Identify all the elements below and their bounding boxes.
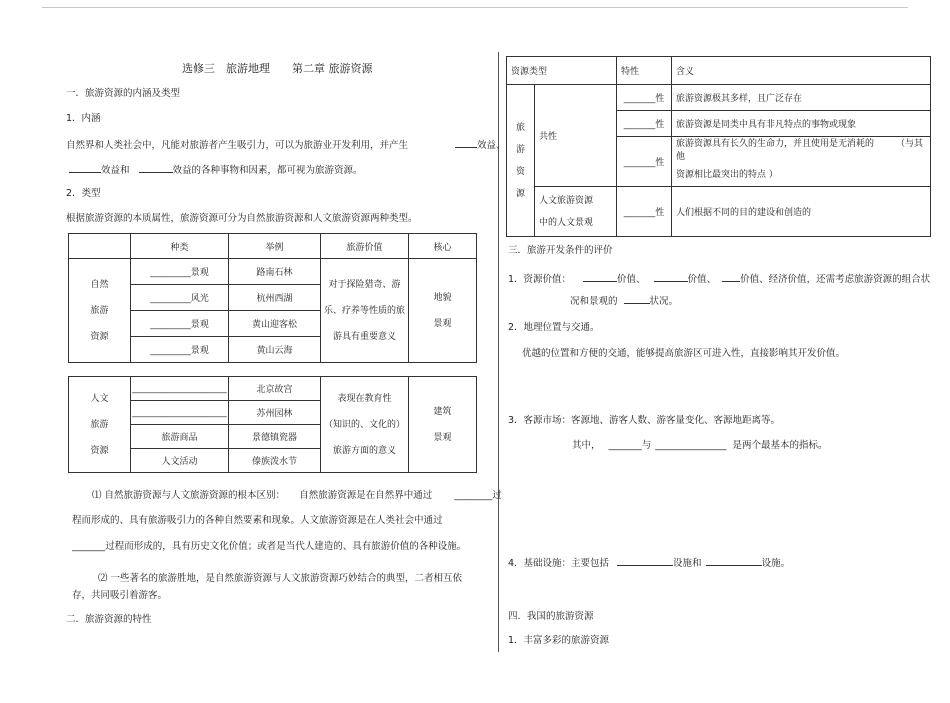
infrastructure-line: 4．基础设施：主要包括 设施和 设施。 [508,558,791,569]
blank-value-2[interactable] [654,272,688,282]
blank-benefit-3[interactable] [139,163,173,173]
table2-value-cell: 表现在教育性 （知识的、文化的） 旅游方面的意义 [321,377,409,473]
section-heading-4: 四．我国的旅游资源 [508,611,594,622]
table1-kind-cell[interactable]: _________景观 [131,311,229,337]
table1-value-cell: 对于探险猎奇、游 乐、疗养等性质的旅 游具有重要意义 [321,259,409,363]
cultural-resource-table [68,376,477,473]
note-2-line-1: ⑵ 一些著名的旅游胜地，是自然旅游资源与人文旅游资源巧妙结合的典型，二者相互依 [98,573,463,584]
table3-meaning-cell: 旅游资源是同类中具有非凡特点的事物或现象 [672,111,931,137]
section-heading-2: 二．旅游资源的特性 [66,614,152,625]
blank-value-1[interactable] [583,272,617,282]
blank-market-2[interactable]: _______________ [655,440,727,451]
table3-header-trait: 特性 [617,57,672,85]
table2-kind-cell: 人文活动 [131,449,229,473]
table2-kind-cell[interactable]: _____________________ [131,377,229,401]
note-1-line-2: 程而形成的、具有旅游吸引力的各种自然要素和现象。人文旅游资源是在人类社会中通过 [72,515,443,526]
blank-benefit-2[interactable] [69,163,101,173]
definition-line-2 [66,163,363,177]
table3-meaning-cell: 人们根据不同的目的建设和创造的 [672,187,931,237]
definition-text-c: 效益和 [101,165,130,176]
blank-natural-process[interactable]: ________过 [454,490,502,501]
location-heading: 2．地理位置与交通。 [508,322,600,333]
table2-group-label: 人文 旅游 资源 [69,377,131,473]
table2-kind-cell: 旅游商品 [131,425,229,449]
table1-kind-cell[interactable]: _________景观 [131,337,229,363]
blank-benefit-1[interactable] [455,138,477,148]
table1-kind-cell[interactable]: _________风光 [131,285,229,311]
table1-corner [69,234,131,259]
definition-line-1 [66,138,506,152]
section-heading-3: 三．旅游开发条件的评价 [508,245,613,256]
blank-infrastructure-1[interactable] [617,556,673,566]
table3-trait-cell[interactable]: _______性 [617,111,672,137]
page-title: 选修三 旅游地理 第二章 旅游资源 [182,62,373,75]
header-rule [42,7,908,8]
classification-text: 根据旅游资源的本质属性，旅游资源可分为自然旅游资源和人文旅游资源两种类型。 [66,213,418,224]
table3-trait-cell[interactable]: _______性 [617,187,672,237]
natural-resource-table [68,233,477,363]
table3-trait-cell[interactable]: _______性 [617,137,672,187]
table2-example-cell: 北京故宫 [229,377,321,401]
table2-kind-cell[interactable]: _____________________ [131,401,229,425]
table3-outer-label: 旅 游 资 源 [507,85,535,237]
table3-meaning-cell: 旅游资源具有长久的生命力，并且使用是无消耗的 （与其他 资源相比最突出的特点 ） [672,137,931,187]
table1-header-example: 举例 [229,234,321,259]
table1-header-value: 旅游价值 [321,234,409,259]
table1-group-label: 自然 旅游 资源 [69,259,131,363]
table1-header-core: 核心 [409,234,477,259]
definition-text-d: 效益的各种事物和因素，都可视为旅游资源。 [172,165,363,176]
subheading-types: 2．类型 [66,188,101,199]
table1-example-cell: 黄山云海 [229,337,321,363]
table1-example-cell: 路南石林 [229,259,321,285]
table2-example-cell: 景德镇瓷器 [229,425,321,449]
blank-scenery-status[interactable] [624,294,650,304]
table3-header-type: 资源类型 [507,57,617,85]
market-note: 其中， _______与 _______________ 是两个最基本的指标。 [572,440,828,451]
location-note: 优越的位置和方便的交通，能够提高旅游区可进入性，直接影响其开发价值。 [522,348,846,359]
note-1-line-1: ⑴ 自然旅游资源与人文旅游资源的根本区别： 自然旅游资源是在自然界中通过 ________过 [92,490,502,501]
blank-value-3[interactable] [722,272,740,282]
table1-example-cell: 黄山迎客松 [229,311,321,337]
resource-value-line-2: 况和景观的 状况。 [570,296,679,307]
definition-text-a: 自然界和人类社会中，凡能对旅游者产生吸引力，可以为旅游业开发利用，并产生 [66,140,409,151]
table1-example-cell: 杭州西湖 [229,285,321,311]
section-heading-1: 一．旅游资源的内涵及类型 [66,88,181,99]
table1-kind-cell[interactable]: _________景观 [131,259,229,285]
table2-example-cell: 傣族泼水节 [229,449,321,473]
table3-trait-cell[interactable]: _______性 [617,85,672,111]
table2-example-cell: 苏州园林 [229,401,321,425]
subheading-rich-resources: 1．丰富多彩的旅游资源 [508,635,610,646]
resource-traits-table [506,56,931,237]
table3-common-label: 共性 [535,85,617,187]
blank-infrastructure-2[interactable] [706,556,762,566]
subheading-connotation: 1．内涵 [66,113,101,124]
table3-cultural-label: 人文旅游资源 中的人文景观 [535,187,617,237]
note-2-line-2: 存，共同吸引着游客。 [72,590,168,601]
resource-value-line-1: 1．资源价值： 价值、 价值、 价值、经济价值，还需考虑旅游资源的组合状 [508,274,931,285]
table1-header-kind: 种类 [131,234,229,259]
table1-core-cell: 地貌 景观 [409,259,477,363]
definition-text-b: 效益、 [477,140,506,151]
note-1-line-3[interactable]: _______过程而形成的，具有历史文化价值；或者是当代人建造的、具有旅游价值的各种设施。 [72,541,467,552]
table3-meaning-cell: 旅游资源极其多样，且广泛存在 [672,85,931,111]
table3-header-meaning: 含义 [672,57,931,85]
table2-core-cell: 建筑 景观 [409,377,477,473]
blank-market-1[interactable]: _______与 [608,440,652,451]
market-heading: 3．客源市场：客源地、游客人数、游客量变化、客源地距离等。 [508,415,781,426]
